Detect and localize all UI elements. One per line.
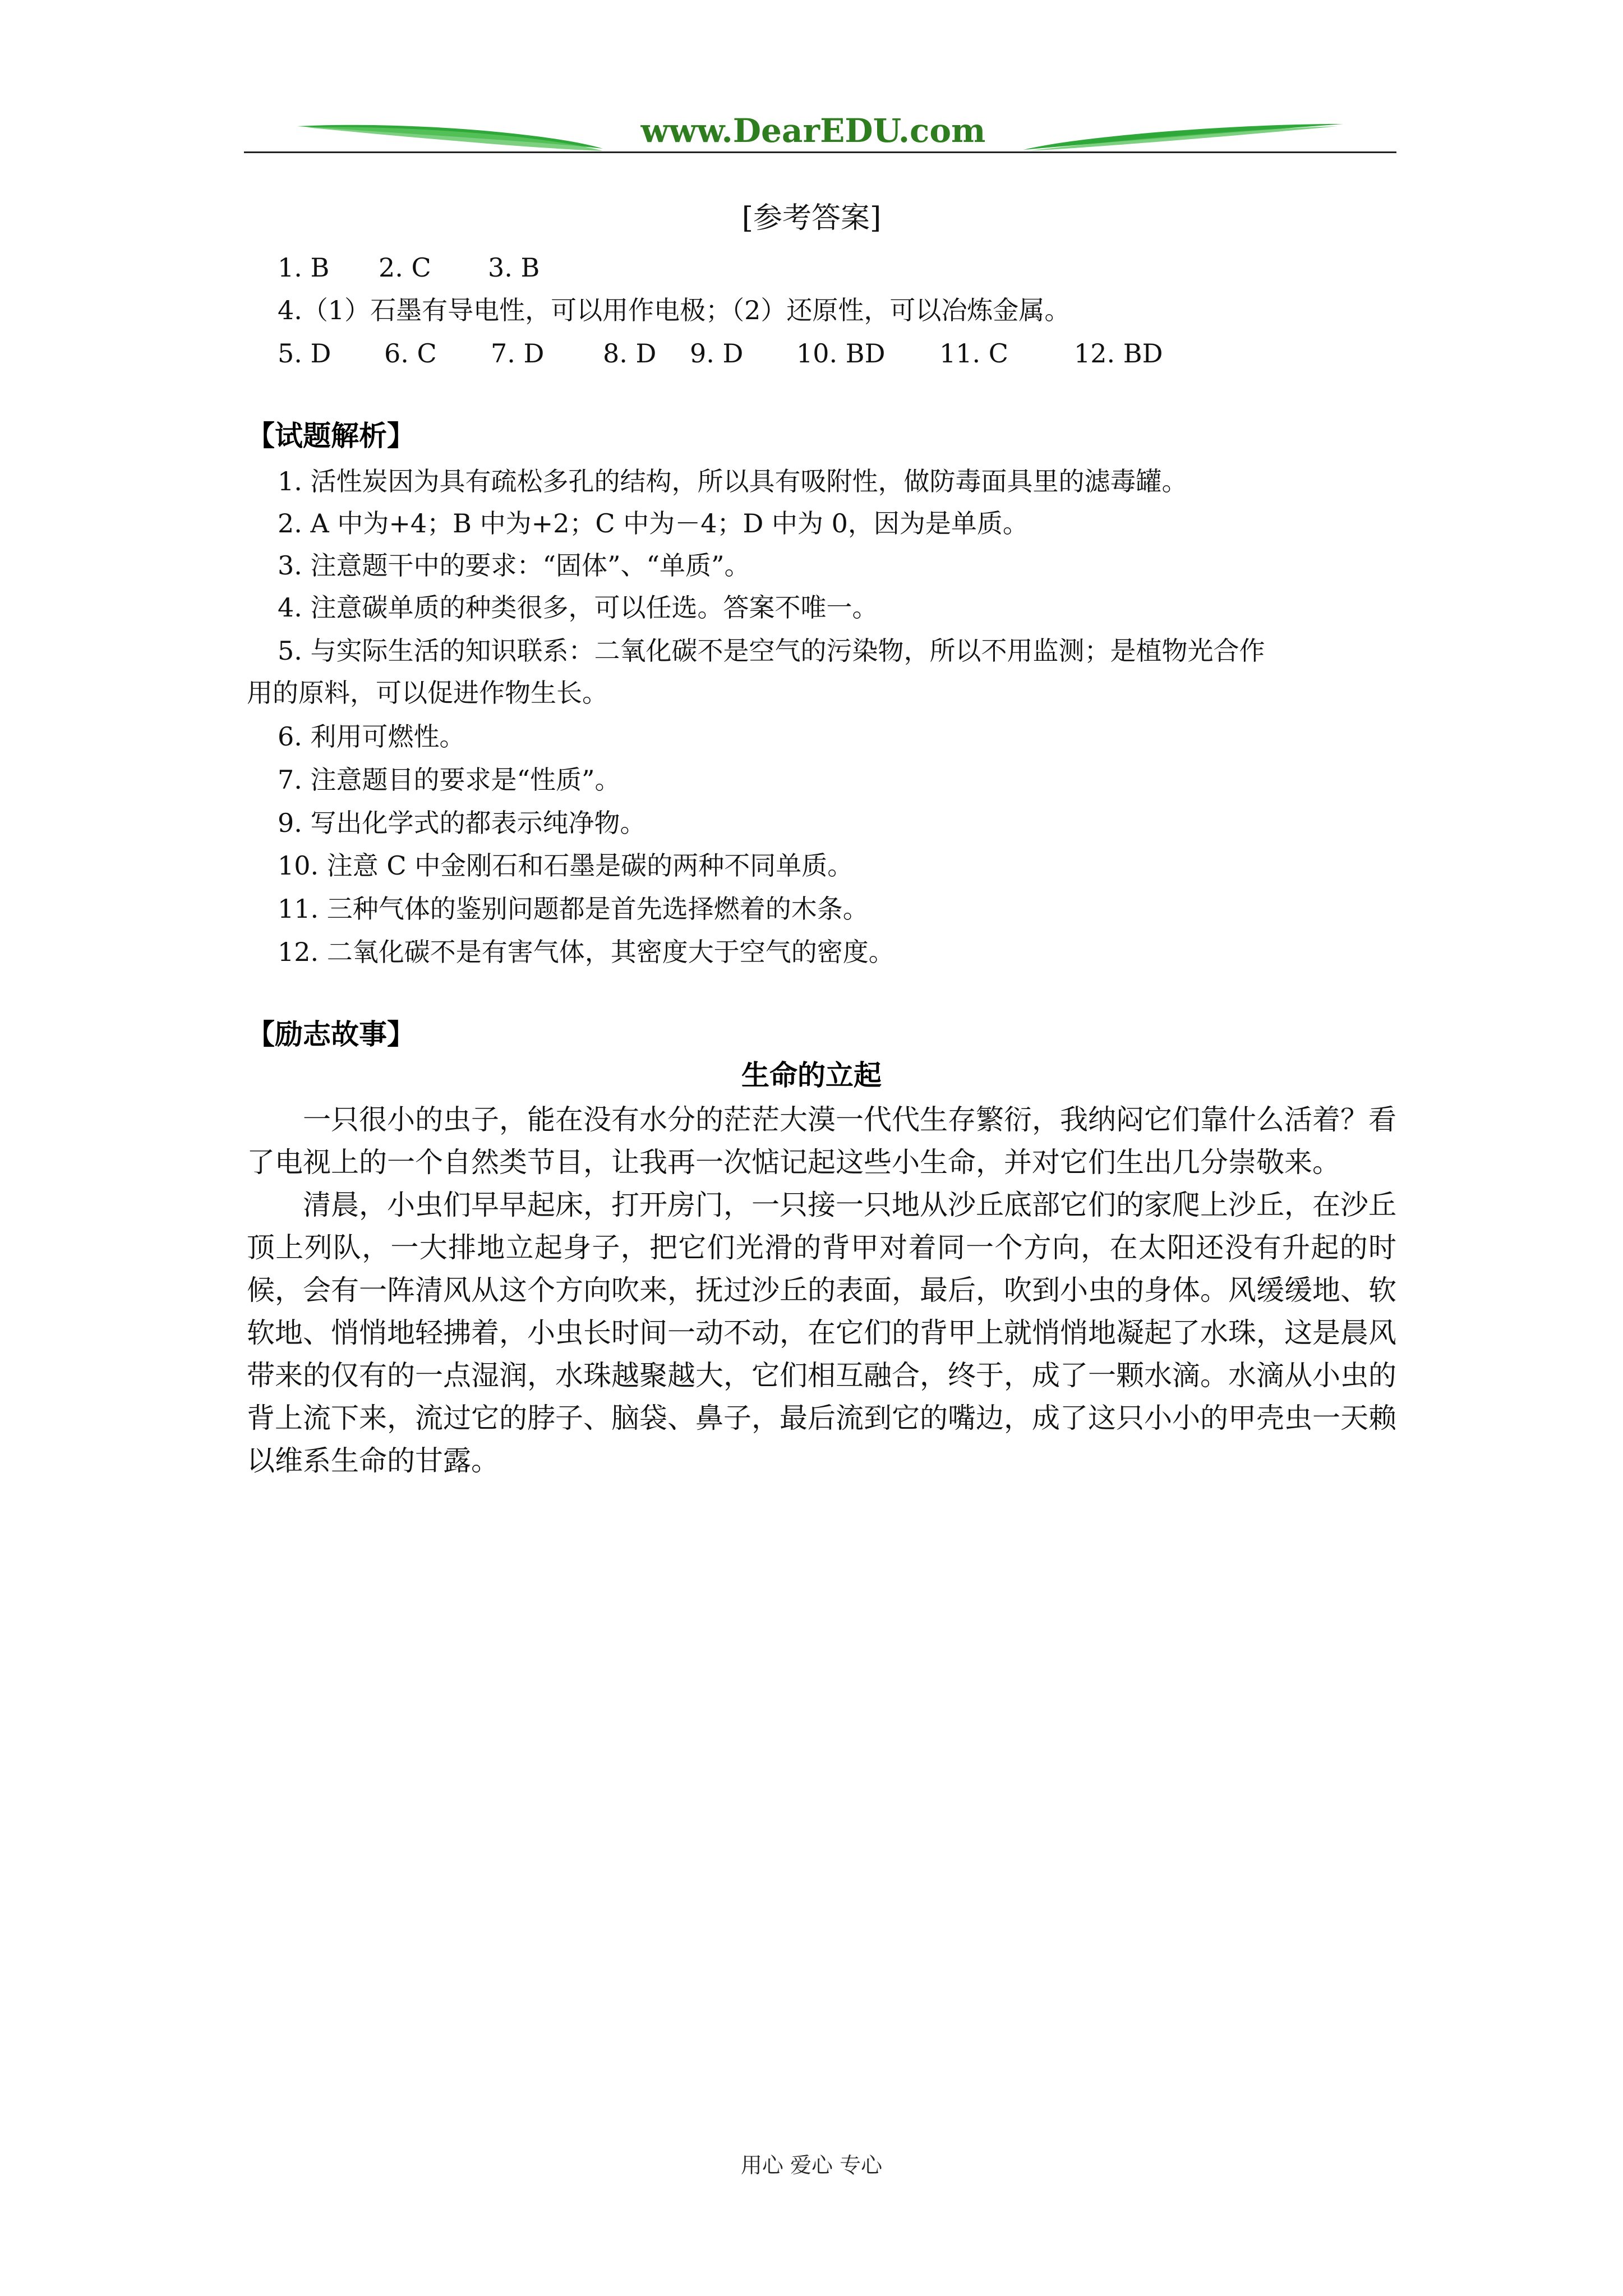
analysis-item: 12. 二氧化碳不是有害气体，其密度大于空气的密度。 [278,937,895,967]
answer-8: 8. D [603,338,657,369]
story-paragraph: 一只很小的虫子，能在没有水分的茫茫大漠一代代生存繁衍，我纳闷它们靠什么活着？看了电视上的一个自然类节目，让我再一次惦记起这些小生命，并对它们生出几分崇敬来。 [247,1103,1396,1179]
analysis-item: 10. 注意 C 中金刚石和石墨是碳的两种不同单质。 [278,850,854,881]
story-heading: 【励志故事】 [247,1018,415,1051]
site-header [244,104,1396,165]
answers-title: [参考答案] [741,201,882,235]
answer-12: 12. BD [1074,338,1163,369]
header-divider [244,151,1396,153]
analysis-item-continuation: 用的原料，可以促进作物生长。 [247,678,608,708]
logo-swoosh-graphic [244,104,1396,165]
analysis-heading: 【试题解析】 [247,420,415,452]
answer-11: 11. C [939,338,1008,369]
answer-5: 5. D [278,338,331,369]
analysis-item: 9. 写出化学式的都表示纯净物。 [278,808,646,838]
analysis-item: 1. 活性炭因为具有疏松多孔的结构，所以具有吸附性，做防毒面具里的滤毒罐。 [278,466,1188,496]
answer-4: 4.（1）石墨有导电性，可以用作电极；（2）还原性，可以冶炼金属。 [278,295,1071,325]
analysis-item: 7. 注意题目的要求是“性质”。 [278,765,621,795]
analysis-item: 3. 注意题干中的要求：“固体”、“单质”。 [278,550,750,581]
answer-3: 3. B [488,252,540,283]
analysis-item: 4. 注意碳单质的种类很多，可以任选。答案不唯一。 [278,592,878,623]
answer-9: 9. D [690,338,744,369]
answer-2: 2. C [379,252,431,283]
answer-1: 1. B [278,252,330,283]
answers-row-3 [278,337,1231,370]
story-paragraph: 清晨，小虫们早早起床，打开房门，一只接一只地从沙丘底部它们的家爬上沙丘，在沙丘顶上列队，一大排地立起身子，把它们光滑的背甲对着同一个方向，在太阳还没有升起的时候，会有一阵清风从这个方向吹来，抚过沙丘的表面，最后，吹到小虫的身体。风缓缓地、软软地、悄悄地轻拂着，小虫长时间一动不动，在它们的背甲上就悄悄地凝起了水珠，这是晨风带来的仅有的一点湿润，水珠越聚越大，它们相互融合，终于，成了一颗水滴。水滴从小虫的背上流下来，流过它的脖子、脑袋、鼻子，最后流到它的嘴边，成了这只小小的甲壳虫一天赖以维系生命的甘露。 [247,1189,1396,1477]
answers-row-1 [278,251,614,284]
answer-6: 6. C [384,338,437,369]
analysis-item: 11. 三种气体的鉴别问题都是首先选择燃着的木条。 [278,894,869,924]
analysis-item: 2. A 中为+4；B 中为+2；C 中为－4；D 中为 0，因为是单质。 [278,508,1029,539]
analysis-item: 5. 与实际生活的知识联系：二氧化碳不是空气的污染物，所以不用监测；是植物光合作 [278,636,1265,666]
page-footer: 用心 爱心 专心 [740,2153,883,2178]
analysis-item: 6. 利用可燃性。 [278,721,465,752]
story-title: 生命的立起 [741,1059,882,1092]
answer-10: 10. BD [796,338,886,369]
answer-7: 7. D [491,338,545,369]
logo-text: www.DearEDU.com [640,112,986,150]
